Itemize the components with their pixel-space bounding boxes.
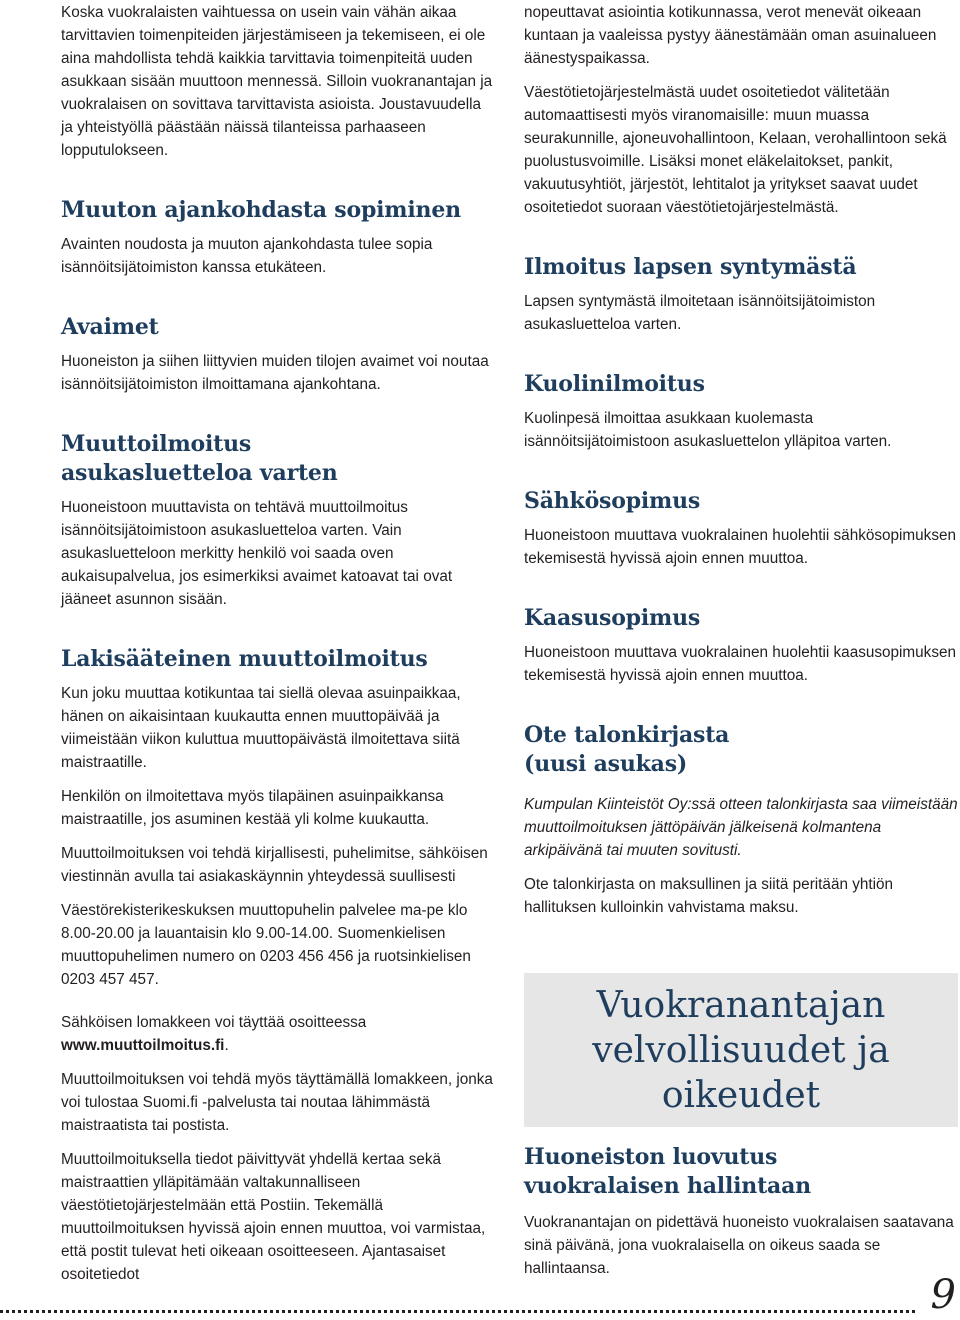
section-death-notice [524, 370, 960, 453]
page-number: 9 [930, 1272, 956, 1318]
heading-electricity: Sähkösopimus [524, 488, 701, 514]
heading-line-2: asukasluetteloa varten [61, 460, 338, 486]
statutory-p4: Väestörekisterikeskuksen muuttopuhelin palvelee ma-pe klo 8.00-20.00 ja lauantaisin klo 9.00-14.00. Suomenkielisen muuttopuhelimen numero on 0203 456 456 ja ruotsinkielisen 0203 457 457. [61, 902, 471, 988]
heading-gas: Kaasusopimus [524, 605, 701, 631]
heading-moving-date: Muuton ajankohdasta sopiminen [61, 197, 461, 223]
heading-statutory-notice: Lakisääteinen muuttoilmoitus [61, 646, 428, 672]
gas-text: Huoneistoon muuttava vuokralainen huolehtii kaasusopimuksen tekemisestä hyvissä ajoin ennen muuttoa. [524, 644, 956, 684]
heading-keys: Avaimet [61, 314, 159, 340]
death-notice-text: Kuolinpesä ilmoittaa asukkaan kuolemasta isännöitsijätoimistoon asukasluettelon ylläpitoa varten. [524, 410, 892, 450]
moving-date-text: Avainten noudosta ja muuton ajankohdasta tulee sopia isännöitsijätoimiston kanssa etukäteen. [61, 236, 433, 276]
heading-line-2: vuokralaisen hallintaan [524, 1173, 811, 1199]
dotted-rule [0, 1310, 915, 1313]
intro-paragraph: Koska vuokralaisten vaihtuessa on usein vain vähän aikaa tarvittavien toimenpiteiden järjestämiseen ja tekemiseen, ei ole aina mahdollista tehdä kaikkia tarvittavia toimenpiteitä uuden asukkaan sisään muuttoon mennessä. Silloin vuokranantajan ja vuokralaisen on sovittava tarvittavista asioista. Joustavuudella ja yhteistyöllä päästään näissä tilanteissa parhaaseen lopputulokseen. [61, 4, 493, 159]
continued-paragraph-2: Väestötietojärjestelmästä uudet osoitetiedot välitetään automaattisesti myös viranomaisille: muun muassa seurakunnille, ajoneuvohallintoon, Kelaan, verohallintoon sekä puolustusvoimille. Lisäksi monet eläkelaitokset, pankit, vakuutusyhtiöt, järjestöt, lehtitalot ja yritykset saavat uudet osoitetiedot suoraan väestötietojärjestelmästä. [524, 84, 947, 216]
keys-text: Huoneiston ja siihen liittyvien muiden tilojen avaimet voi noutaa isännöitsijätoimiston ilmoittamana ajankohtana. [61, 353, 489, 393]
section-house-register [524, 721, 960, 919]
feature-title-line-1: Vuokranantajan [596, 984, 886, 1026]
section-moving-date [61, 196, 497, 279]
feature-title [592, 983, 889, 1118]
section-electricity [524, 487, 960, 570]
birth-notice-text: Lapsen syntymästä ilmoitetaan isännöitsijätoimiston asukasluetteloa varten. [524, 293, 876, 333]
statutory-p5-text: Sähköisen lomakkeen voi täyttää osoitteessa [61, 1014, 367, 1031]
section-birth-notice [524, 253, 960, 336]
resident-list-notice-text: Huoneistoon muuttavista on tehtävä muuttoilmoitus isännöitsijätoimistoon asukasluetteloa varten. Vain asukasluetteloon merkitty henkilö voi saada oven aukaisupalvelua, jos esimerkiksi avaimet katoavat tai ovat jääneet asunnon sisään. [61, 499, 453, 608]
section-resident-list-notice [61, 430, 497, 611]
statutory-p1: Kun joku muuttaa kotikuntaa tai siellä olevaa asuinpaikkaa, hänen on aikaisintaan kuukautta ennen muuttopäivää ja viimeistään viikon kuluttua muuttopäivästä ilmoitettava siitä maistraatille. [61, 685, 461, 771]
heading-house-register [524, 721, 960, 779]
statutory-p5-end: . [224, 1037, 229, 1054]
section-statutory-notice [61, 645, 497, 1286]
feature-title-line-3: oikeudet [661, 1074, 821, 1116]
section-handover [524, 1143, 960, 1280]
statutory-p5 [61, 1011, 497, 1057]
right-column [524, 1, 960, 1280]
page-footer [0, 1272, 960, 1320]
statutory-p3: Muuttoilmoituksen voi tehdä kirjallisesti, puhelimitse, sähköisen viestinnän avulla tai asiakaskäynnin yhteydessä suullisesti [61, 845, 488, 885]
handover-text: Vuokranantajan on pidettävä huoneisto vuokralaisen saatavana sinä päivänä, jona vuokralaisella on oikeus saada se hallintaansa. [524, 1214, 954, 1277]
heading-line-1: Ote talonkirjasta [524, 722, 730, 748]
heading-death-notice: Kuolinilmoitus [524, 371, 705, 397]
statutory-p7: Muuttoilmoituksella tiedot päivittyvät yhdellä kertaa sekä maistraattien ylläpitämään valtakunnalliseen väestötietojärjestelmään että Postiin. Tekemällä muuttoilmoituksen hyvissä ajoin ennen muuttoa, voi varmistaa, että postit tulevat heti oikeaan osoitteeseen. Ajantasaiset osoitetiedot [61, 1151, 486, 1283]
feature-title-line-2: velvollisuudet ja [592, 1029, 890, 1071]
statutory-link[interactable]: www.muuttoilmoitus.fi [61, 1037, 225, 1054]
left-column [61, 1, 497, 1286]
heading-resident-list-notice [61, 430, 497, 488]
electricity-text: Huoneistoon muuttava vuokralainen huolehtii sähkösopimuksen tekemisestä hyvissä ajoin ennen muuttoa. [524, 527, 956, 567]
section-gas [524, 604, 960, 687]
heading-birth-notice: Ilmoitus lapsen syntymästä [524, 254, 857, 280]
heading-line-1: Muuttoilmoitus [61, 431, 252, 457]
heading-line-1: Huoneiston luovutus [524, 1144, 778, 1170]
continued-paragraph-1: nopeuttavat asiointia kotikunnassa, verot menevät oikeaan kuntaan ja vaaleissa pystyy äänestämään oman asuinalueen äänestyspaikassa. [524, 4, 937, 67]
house-register-text: Ote talonkirjasta on maksullinen ja siitä peritään yhtiön hallituksen kulloinkin vahvistama maksu. [524, 876, 894, 916]
statutory-p2: Henkilön on ilmoitettava myös tilapäinen asuinpaikkansa maistraatille, jos asuminen kestää yli kolme kuukautta. [61, 788, 444, 828]
statutory-p6: Muuttoilmoituksen voi tehdä myös täyttämällä lomakkeen, jonka voi tulostaa Suomi.fi -palvelusta tai noutaa lähimmästä maistraatista tai postista. [61, 1071, 493, 1134]
heading-line-2: (uusi asukas) [524, 751, 688, 777]
section-keys [61, 313, 497, 396]
heading-handover [524, 1143, 960, 1201]
house-register-italic: Kumpulan Kiinteistöt Oy:ssä otteen talonkirjasta saa viimeistään muuttoilmoituksen jättöpäivän jälkeisenä kolmantena arkipäivänä tai muuten sovitusti. [524, 796, 958, 859]
feature-box [524, 973, 958, 1127]
